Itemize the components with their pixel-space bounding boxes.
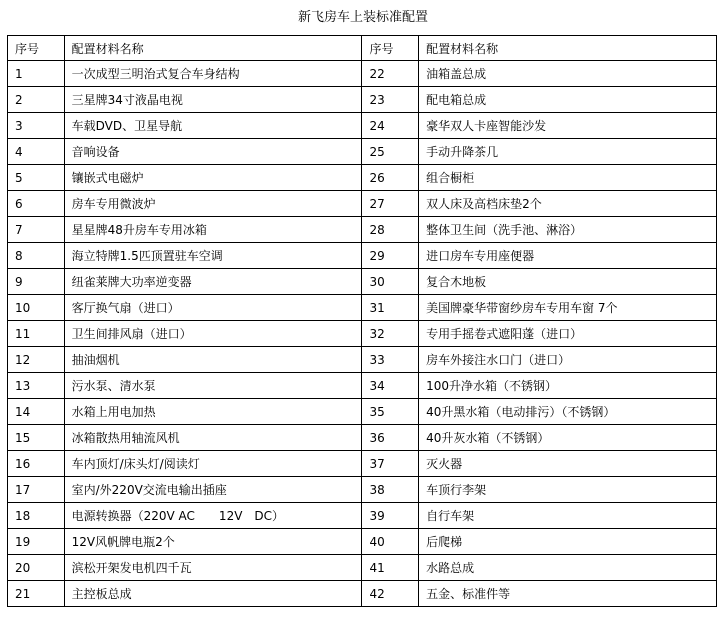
- cell-no: 20: [8, 555, 65, 581]
- cell-name: 后爬梯: [419, 529, 717, 555]
- cell-no: 25: [362, 139, 419, 165]
- cell-name: 自行车架: [419, 503, 717, 529]
- cell-name: 海立特牌1.5匹顶置驻车空调: [64, 243, 362, 269]
- table-row: [8, 581, 717, 607]
- cell-name: 室内/外220V交流电输出插座: [64, 477, 362, 503]
- cell-no: 40: [362, 529, 419, 555]
- cell-name: 客厅换气扇（进口）: [64, 295, 362, 321]
- cell-no: 7: [8, 217, 65, 243]
- cell-no: 31: [362, 295, 419, 321]
- cell-no: 15: [8, 425, 65, 451]
- cell-name: 灭火器: [419, 451, 717, 477]
- header-name-right: 配置材料名称: [419, 36, 717, 61]
- cell-no: 12: [8, 347, 65, 373]
- page-title: 新飞房车上装标准配置: [297, 10, 428, 25]
- cell-no: 1: [8, 61, 65, 87]
- table-header-row: [8, 36, 717, 61]
- table-row: [8, 87, 717, 113]
- cell-name: 五金、标准件等: [419, 581, 717, 607]
- cell-name: 冰箱散热用轴流风机: [64, 425, 362, 451]
- cell-no: 5: [8, 165, 65, 191]
- cell-no: 30: [362, 269, 419, 295]
- header-no-right: 序号: [362, 36, 419, 61]
- cell-no: 32: [362, 321, 419, 347]
- cell-name: 进口房车专用座便器: [419, 243, 717, 269]
- cell-name: 房车外接注水口门（进口）: [419, 347, 717, 373]
- table-row: [8, 217, 717, 243]
- cell-no: 13: [8, 373, 65, 399]
- cell-name: 12V风帆牌电瓶2个: [64, 529, 362, 555]
- cell-no: 16: [8, 451, 65, 477]
- cell-no: 9: [8, 269, 65, 295]
- config-table: [7, 35, 717, 607]
- cell-name: 星星牌48升房车专用冰箱: [64, 217, 362, 243]
- cell-name: 车内顶灯/床头灯/阅读灯: [64, 451, 362, 477]
- table-body: [8, 61, 717, 607]
- table-row: [8, 321, 717, 347]
- cell-no: 22: [362, 61, 419, 87]
- cell-name: 水路总成: [419, 555, 717, 581]
- cell-no: 21: [8, 581, 65, 607]
- table-row: [8, 295, 717, 321]
- table-row: [8, 399, 717, 425]
- header-no-left: 序号: [8, 36, 65, 61]
- cell-name: 40升灰水箱（不锈钢）: [419, 425, 717, 451]
- cell-name: 主控板总成: [64, 581, 362, 607]
- cell-name: 专用手摇卷式遮阳蓬（进口）: [419, 321, 717, 347]
- table-row: [8, 139, 717, 165]
- cell-no: 35: [362, 399, 419, 425]
- cell-name: 抽油烟机: [64, 347, 362, 373]
- cell-name: 电源转换器（220V AC 12V DC）: [64, 503, 362, 529]
- cell-no: 11: [8, 321, 65, 347]
- table-row: [8, 503, 717, 529]
- header-name-left: 配置材料名称: [64, 36, 362, 61]
- cell-name: 污水泵、清水泵: [64, 373, 362, 399]
- cell-no: 6: [8, 191, 65, 217]
- cell-no: 42: [362, 581, 419, 607]
- cell-name: 车载DVD、卫星导航: [64, 113, 362, 139]
- cell-name: 100升净水箱（不锈钢）: [419, 373, 717, 399]
- cell-name: 纽雀莱牌大功率逆变器: [64, 269, 362, 295]
- table-row: [8, 191, 717, 217]
- cell-no: 39: [362, 503, 419, 529]
- cell-no: 2: [8, 87, 65, 113]
- cell-name: 水箱上用电加热: [64, 399, 362, 425]
- cell-no: 18: [8, 503, 65, 529]
- cell-no: 29: [362, 243, 419, 269]
- table-row: [8, 529, 717, 555]
- table-row: [8, 113, 717, 139]
- table-row: [8, 243, 717, 269]
- table-row: [8, 61, 717, 87]
- cell-no: 36: [362, 425, 419, 451]
- cell-no: 8: [8, 243, 65, 269]
- cell-no: 23: [362, 87, 419, 113]
- cell-no: 41: [362, 555, 419, 581]
- cell-name: 滨松开架发电机四千瓦: [64, 555, 362, 581]
- cell-name: 房车专用微波炉: [64, 191, 362, 217]
- cell-no: 38: [362, 477, 419, 503]
- cell-name: 组合橱柜: [419, 165, 717, 191]
- cell-no: 10: [8, 295, 65, 321]
- table-row: [8, 373, 717, 399]
- cell-name: 车顶行李架: [419, 477, 717, 503]
- cell-no: 3: [8, 113, 65, 139]
- cell-name: 双人床及高档床垫2个: [419, 191, 717, 217]
- cell-name: 三星牌34寸液晶电视: [64, 87, 362, 113]
- cell-no: 26: [362, 165, 419, 191]
- cell-no: 14: [8, 399, 65, 425]
- cell-name: 卫生间排风扇（进口）: [64, 321, 362, 347]
- cell-name: 油箱盖总成: [419, 61, 717, 87]
- cell-no: 34: [362, 373, 419, 399]
- table-row: [8, 451, 717, 477]
- table-row: [8, 347, 717, 373]
- cell-no: 33: [362, 347, 419, 373]
- table-row: [8, 165, 717, 191]
- cell-name: 音响设备: [64, 139, 362, 165]
- cell-name: 美国牌豪华带窗纱房车专用车窗 7个: [419, 295, 717, 321]
- table-row: [8, 269, 717, 295]
- cell-name: 手动升降茶几: [419, 139, 717, 165]
- table-row: [8, 555, 717, 581]
- cell-name: 配电箱总成: [419, 87, 717, 113]
- table-row: [8, 425, 717, 451]
- cell-no: 28: [362, 217, 419, 243]
- table-row: [8, 477, 717, 503]
- cell-name: 一次成型三明治式复合车身结构: [64, 61, 362, 87]
- cell-no: 24: [362, 113, 419, 139]
- cell-name: 40升黑水箱（电动排污）（不锈钢）: [419, 399, 717, 425]
- cell-name: 整体卫生间（洗手池、淋浴）: [419, 217, 717, 243]
- cell-no: 17: [8, 477, 65, 503]
- cell-no: 19: [8, 529, 65, 555]
- cell-no: 27: [362, 191, 419, 217]
- cell-no: 4: [8, 139, 65, 165]
- cell-name: 复合木地板: [419, 269, 717, 295]
- cell-no: 37: [362, 451, 419, 477]
- cell-name: 豪华双人卡座智能沙发: [419, 113, 717, 139]
- cell-name: 镶嵌式电磁炉: [64, 165, 362, 191]
